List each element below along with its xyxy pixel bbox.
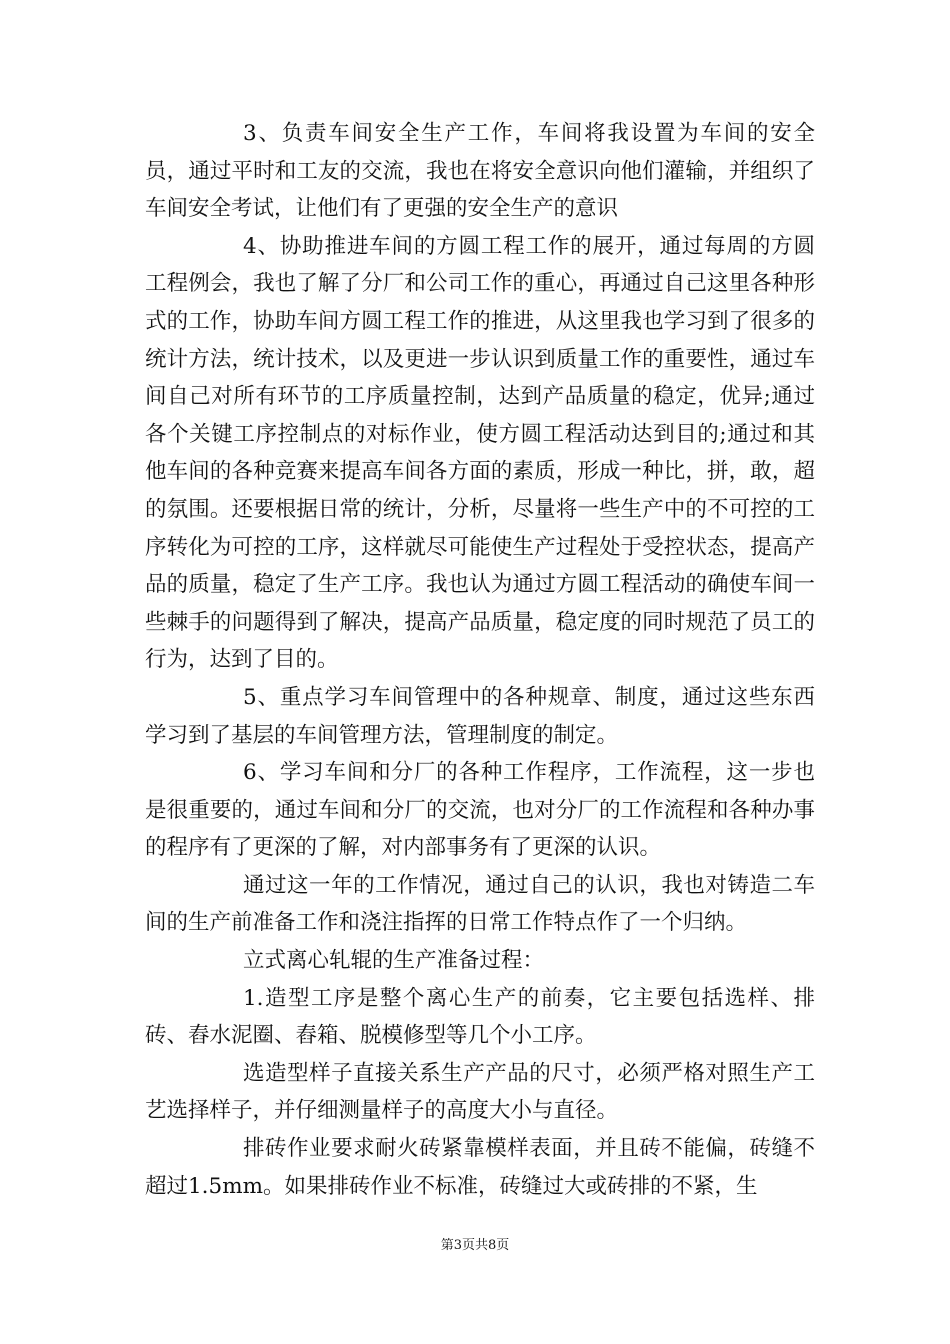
paragraph-sample-selection: 选造型样子直接关系生产产品的尺寸，必须严格对照生产工艺选择样子，并仔细测量样子的高度大小与直径。 bbox=[145, 1060, 815, 1124]
paragraph-summary: 通过这一年的工作情况，通过自己的认识，我也对铸造二车间的生产前准备工作和浇注指挥的日常工作特点作了一个归纳。 bbox=[145, 872, 815, 936]
body-text bbox=[145, 115, 815, 1205]
paragraph-brick-laying: 排砖作业要求耐火砖紧靠模样表面，并且砖不能偏，砖缝不超过1.5mm。如果排砖作业不标准，砖缝过大或砖排的不紧，生 bbox=[145, 1136, 815, 1199]
page-number-footer: 第3页共8页 bbox=[440, 1238, 510, 1253]
paragraph-item-4: 4、协助推进车间的方圆工程工作的展开，通过每周的方圆工程例会，我也了解了分厂和公司工作的重心，再通过自己这里各种形式的工作，协助车间方圆工程工作的推进，从这里我也学习到了很多的统计方法，统计技术，以及更进一步认识到质量工作的重要性，通过车间自己对所有环节的工序质量控制，达到产品质量的稳定，优异;通过各个关键工序控制点的对标作业，使方圆工程活动达到目的;通过和其他车间的各种竞赛来提高车间各方面的素质，形成一种比，拼，敢，超的氛围。还要根据日常的统计，分析，尽量将一些生产中的不可控的工序转化为可控的工序，这样就尽可能使生产过程处于受控状态，提高产品的质量，稳定了生产工序。我也认为通过方圆工程活动的确使车间一些棘手的问题得到了解决，提高产品质量，稳定度的同时规范了员工的行为，达到了目的。 bbox=[145, 233, 815, 673]
paragraph-section-heading: 立式离心轧辊的生产准备过程： bbox=[243, 948, 545, 974]
paragraph-item-6: 6、学习车间和分厂的各种工作程序，工作流程，这一步也是很重要的，通过车间和分厂的交流，也对分厂的工作流程和各种办事的程序有了更深的了解，对内部事务有了更深的认识。 bbox=[145, 760, 815, 861]
paragraph-item-3: 3、负责车间安全生产工作，车间将我设置为车间的安全员，通过平时和工友的交流，我也在将安全意识向他们灌输，并组织了车间安全考试，让他们有了更强的安全生产的意识 bbox=[145, 121, 815, 222]
paragraph-item-5: 5、重点学习车间管理中的各种规章、制度，通过这些东西学习到了基层的车间管理方法，管理制度的制定。 bbox=[145, 684, 815, 748]
paragraph-molding-process: 1.造型工序是整个离心生产的前奏，它主要包括选样、排砖、舂水泥圈、舂箱、脱模修型等几个小工序。 bbox=[145, 985, 815, 1049]
